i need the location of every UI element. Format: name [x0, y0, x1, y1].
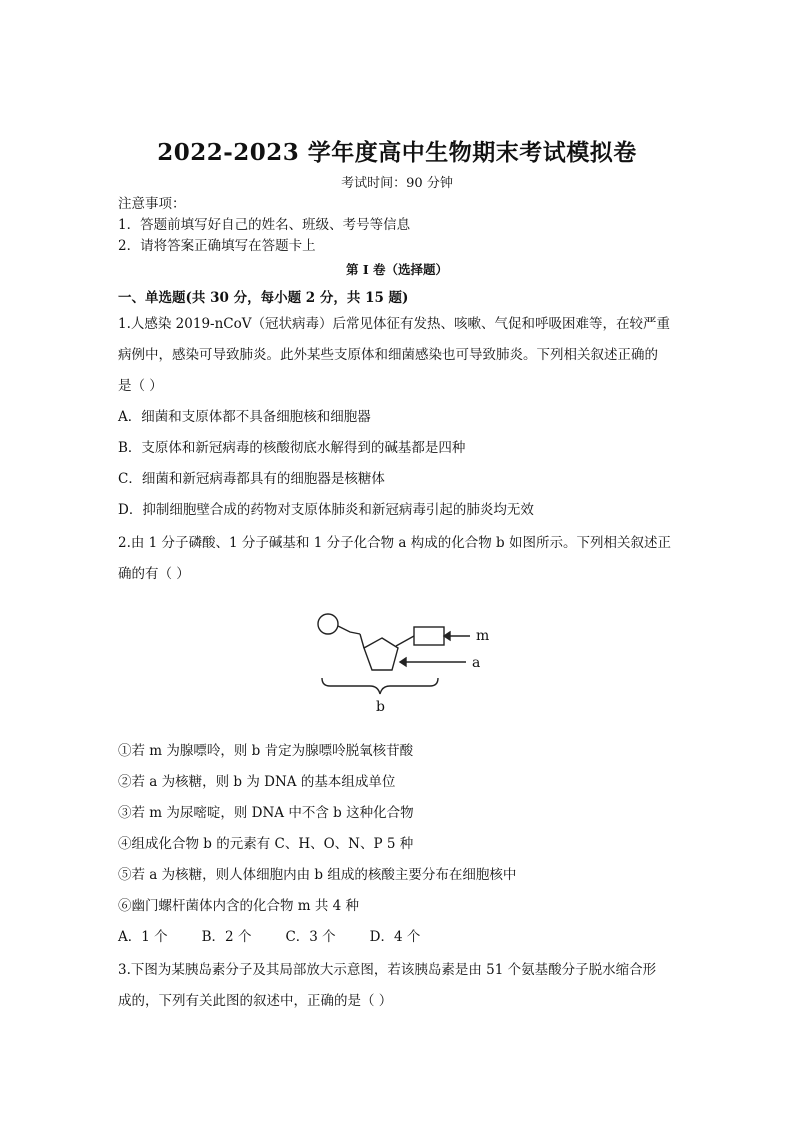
q2-statement: ⑥幽门螺杆菌体内含的化合物 m 共 4 种: [118, 898, 360, 914]
page-title: 2022-2023 学年度高中生物期末考试模拟卷: [157, 139, 637, 166]
q1-stem-line: 病例中，感染可导致肺炎。此外某些支原体和细菌感染也可导致肺炎。下列相关叙述正确的: [118, 347, 658, 363]
arrow-m-head: [444, 632, 450, 640]
nucleotide-diagram: [300, 600, 500, 718]
notice-item: 2．请将答案正确填写在答题卡上: [118, 238, 316, 254]
notice-item: 1．答题前填写好自己的姓名、班级、考号等信息: [118, 217, 411, 233]
q1-option-b: B．支原体和新冠病毒的核酸彻底水解得到的碱基都是四种: [118, 440, 466, 456]
pentose-pentagon: [364, 638, 398, 670]
brace-b: [322, 678, 438, 694]
label-m: m: [476, 628, 490, 644]
phosphate-circle: [318, 614, 338, 634]
phosphate-bond-line: [338, 626, 360, 634]
q2-option-b: B．2 个: [201, 929, 252, 945]
q3-stem-line: 3.下图为某胰岛素分子及其局部放大示意图，若该胰岛素是由 51 个氨基酸分子脱水缩合形: [118, 962, 657, 978]
exam-time: 考试时间：90 分钟: [341, 176, 453, 191]
base-rectangle: [414, 627, 444, 645]
q2-statement: ⑤若 a 为核糖，则人体细胞内由 b 组成的核酸主要分布在细胞核中: [118, 867, 517, 883]
label-a: a: [472, 655, 481, 671]
section-title: 第 I 卷（选择题）: [345, 262, 449, 277]
q1-stem-line: 是（ ）: [118, 378, 163, 394]
q2-stem-line: 确的有（ ）: [118, 566, 190, 582]
q1-stem-line: 1.人感染 2019-nCoV（冠状病毒）后常见体征有发热、咳嗽、气促和呼吸困难等，在较严重: [118, 316, 670, 332]
q2-statement: ③若 m 为尿嘧啶，则 DNA 中不含 b 这种化合物: [118, 805, 414, 821]
q2-statement: ①若 m 为腺嘌呤，则 b 肯定为腺嘌呤脱氧核苷酸: [118, 743, 414, 759]
base-bond-line: [396, 636, 414, 646]
q1-option-a: A．细菌和支原体都不具备细胞核和细胞器: [118, 409, 371, 425]
q2-option-c: C．3 个: [285, 929, 336, 945]
part-title: 一、单选题(共 30 分，每小题 2 分，共 15 题): [118, 290, 409, 306]
q1-option-c: C．细菌和新冠病毒都具有的细胞器是核糖体: [118, 471, 385, 487]
q2-option-a: A．1 个: [118, 929, 168, 945]
q2-statement: ②若 a 为核糖，则 b 为 DNA 的基本组成单位: [118, 774, 396, 790]
q1-option-d: D．抑制细胞壁合成的药物对支原体肺炎和新冠病毒引起的肺炎均无效: [118, 502, 534, 518]
q2-statement: ④组成化合物 b 的元素有 C、H、O、N、P 5 种: [118, 836, 414, 852]
q2-stem-line: 2.由 1 分子磷酸、1 分子碱基和 1 分子化合物 a 构成的化合物 b 如图所示。下列相关叙述正: [118, 535, 671, 551]
arrow-a-head: [400, 658, 406, 666]
q3-stem-line: 成的，下列有关此图的叙述中，正确的是（ ）: [118, 993, 393, 1009]
q2-options: [118, 925, 454, 945]
q2-option-d: D．4 个: [369, 929, 421, 945]
label-b: b: [376, 699, 385, 715]
pentose-link-line: [360, 634, 364, 648]
notice-heading: 注意事项：: [118, 196, 186, 212]
